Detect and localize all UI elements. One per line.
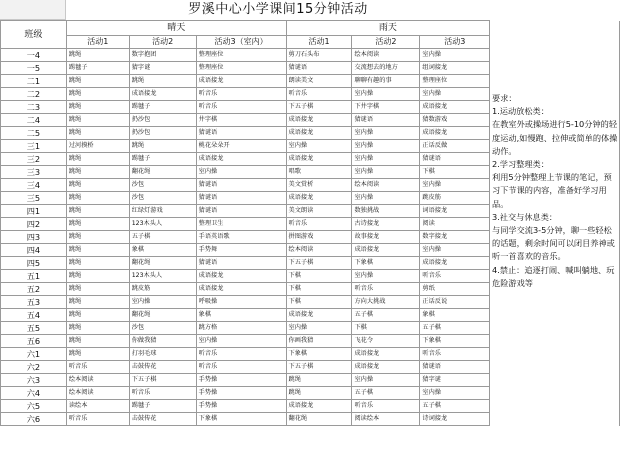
- sunny-activity-cell: 跳绳: [129, 75, 196, 88]
- sunny-activity-cell: 跳绳: [66, 179, 129, 192]
- sunny-activity-cell: 跳绳: [66, 49, 129, 62]
- rainy-activity-cell: 室内操: [352, 127, 420, 140]
- table-row: [1, 296, 620, 309]
- class-cell: 三5: [1, 192, 67, 205]
- sunny-activity-cell: 井字棋: [196, 114, 286, 127]
- class-cell: 二1: [1, 75, 67, 88]
- sunny-activity-cell: 踢毽子: [129, 400, 196, 413]
- rainy-activity-cell: 室内操: [352, 270, 420, 283]
- rainy-activity-cell: 室内操: [352, 140, 420, 153]
- sunny-activity-cell: 成语接龙: [129, 88, 196, 101]
- note-line: 在教室外或操场进行5-10分钟的轻度运动,如慢跑、拉伸或简单的体操动作。: [492, 119, 618, 156]
- sunny-activity-cell: 下象棋: [196, 413, 286, 426]
- rainy-activity-cell: 成语接龙: [286, 127, 352, 140]
- class-cell: 五5: [1, 322, 67, 335]
- rainy-activity-cell: 成语接龙: [420, 101, 490, 114]
- class-cell: 六5: [1, 400, 67, 413]
- rainy-activity-cell: 成语接龙: [286, 114, 352, 127]
- rainy-activity-cell: 五子棋: [420, 400, 490, 413]
- rainy-activity-cell: 成语接龙: [286, 153, 352, 166]
- rainy-activity-cell: 下棋: [286, 270, 352, 283]
- class-cell: 四4: [1, 244, 67, 257]
- rainy-activity-cell: 猜谜语: [420, 153, 490, 166]
- sunny-activity-cell: 跳绳: [66, 231, 129, 244]
- table-row: [1, 374, 620, 387]
- sunny-activity-cell: 跳绳: [66, 218, 129, 231]
- notes-column-cell: [490, 75, 620, 88]
- rainy-activity-cell: 飞花令: [352, 335, 420, 348]
- notes-column-cell: [490, 296, 620, 309]
- sunny-activity-cell: 翻花绳: [129, 309, 196, 322]
- rainy-activity-cell: 绘本阅读: [286, 244, 352, 257]
- sunny-activity-cell: 跳绳: [66, 348, 129, 361]
- note-line: 利用5分钟整理上节课的笔记，预习下节课的内容，准备好学习用品。: [492, 172, 612, 209]
- sunny-activity-cell: 成语接龙: [196, 283, 286, 296]
- sunny-activity-cell: 手势操: [196, 374, 286, 387]
- sunny-activity-cell: 猜谜语: [196, 257, 286, 270]
- class-cell: 三4: [1, 179, 67, 192]
- note-line: 2.学习整理类：: [492, 159, 549, 170]
- sunny-activity-cell: 踢毽子: [129, 153, 196, 166]
- rainy-col-1: 活动1: [286, 36, 352, 49]
- rainy-activity-cell: 成语接龙: [286, 309, 352, 322]
- rainy-activity-cell: 室内操: [420, 49, 490, 62]
- rainy-activity-cell: 成语接龙: [352, 348, 420, 361]
- rainy-activity-cell: 猜谜语: [286, 62, 352, 75]
- class-cell: 一4: [1, 49, 67, 62]
- sunny-activity-cell: 跳绳: [66, 88, 129, 101]
- sunny-activity-cell: 跳绳: [66, 101, 129, 114]
- rainy-activity-cell: 五子棋: [352, 309, 420, 322]
- rainy-activity-cell: 跳绳: [286, 374, 352, 387]
- class-cell: 五1: [1, 270, 67, 283]
- rainy-activity-cell: 五子棋: [420, 322, 490, 335]
- rainy-col-3: 活动3: [420, 36, 490, 49]
- rainy-activity-cell: 美文赏析: [286, 179, 352, 192]
- sunny-activity-cell: 五子棋: [129, 231, 196, 244]
- page-title: 罗溪中心小学课间15分钟活动: [188, 2, 368, 17]
- sunny-activity-cell: 成语接龙: [196, 153, 286, 166]
- sunny-activity-cell: 成语接龙: [196, 270, 286, 283]
- table-row: [1, 348, 620, 361]
- sunny-activity-cell: 听音乐: [66, 413, 129, 426]
- class-cell: 六1: [1, 348, 67, 361]
- sunny-activity-cell: 123木头人: [129, 270, 196, 283]
- rainy-activity-cell: 你画我猜: [286, 335, 352, 348]
- sunny-activity-cell: 下五子棋: [129, 374, 196, 387]
- sunny-activity-cell: 跳绳: [66, 166, 129, 179]
- rainy-activity-cell: 组词接龙: [420, 62, 490, 75]
- class-cell: 五4: [1, 309, 67, 322]
- class-cell: 二2: [1, 88, 67, 101]
- class-cell: 四2: [1, 218, 67, 231]
- rainy-activity-cell: 听音乐: [352, 400, 420, 413]
- note-line: 1.运动放松类：: [492, 106, 549, 117]
- rainy-activity-cell: 美文朗读: [286, 205, 352, 218]
- title-extension: [490, 0, 620, 20]
- rainy-activity-cell: 聊聊有趣的事: [352, 75, 420, 88]
- table-row: [1, 75, 620, 88]
- rainy-activity-cell: 数字接龙: [420, 231, 490, 244]
- rainy-activity-cell: 拼图游戏: [286, 231, 352, 244]
- sunny-activity-cell: 数字抱团: [129, 49, 196, 62]
- notes-column-cell: [490, 413, 620, 426]
- rainy-activity-cell: 交流想去的地方: [352, 62, 420, 75]
- rainy-activity-cell: 猜数游戏: [420, 114, 490, 127]
- sunny-activity-cell: 听音乐: [66, 361, 129, 374]
- rainy-activity-cell: 室内操: [420, 88, 490, 101]
- sunny-activity-cell: 跳绳: [66, 205, 129, 218]
- rainy-activity-cell: 朗读美文: [286, 75, 352, 88]
- sunny-activity-cell: 打羽毛球: [129, 348, 196, 361]
- rainy-activity-cell: 下象棋: [420, 335, 490, 348]
- sunny-activity-cell: 红绿灯游戏: [129, 205, 196, 218]
- table-row: [1, 62, 620, 75]
- sunny-activity-cell: 室内操: [196, 335, 286, 348]
- rainy-activity-cell: 下棋: [286, 296, 352, 309]
- sunny-activity-cell: 手势操: [196, 400, 286, 413]
- rainy-activity-cell: 室内操: [420, 387, 490, 400]
- sunny-activity-cell: 跳绳: [66, 192, 129, 205]
- rainy-activity-cell: 成语接龙: [286, 192, 352, 205]
- rainy-activity-cell: 绘本阅读: [352, 49, 420, 62]
- note-line: 3.社交与休息类：: [492, 211, 558, 222]
- rainy-activity-cell: 室内操: [352, 192, 420, 205]
- class-cell: 五6: [1, 335, 67, 348]
- rainy-activity-cell: 室内操: [420, 179, 490, 192]
- rainy-activity-cell: 室内操: [352, 88, 420, 101]
- sunny-activity-cell: 跳绳: [66, 322, 129, 335]
- rainy-activity-cell: 古诗接龙: [352, 218, 420, 231]
- sunny-activity-cell: 象棋: [129, 244, 196, 257]
- table-row: [1, 49, 620, 62]
- table-row: [1, 413, 620, 426]
- sunny-activity-cell: 踢毽子: [66, 62, 129, 75]
- rainy-activity-cell: 正话反说: [420, 296, 490, 309]
- rainy-activity-cell: 下象棋: [352, 257, 420, 270]
- rainy-activity-cell: 五子棋: [352, 387, 420, 400]
- rainy-activity-cell: 成语接龙: [352, 244, 420, 257]
- rainy-activity-cell: 词语接龙: [420, 205, 490, 218]
- class-cell: 六4: [1, 387, 67, 400]
- sunny-activity-cell: 手势操: [196, 387, 286, 400]
- rainy-activity-cell: 成语接龙: [420, 127, 490, 140]
- sunny-activity-cell: 扔沙包: [129, 114, 196, 127]
- note-line: 要求：: [492, 93, 517, 103]
- rainy-activity-cell: 剪纸: [420, 283, 490, 296]
- sunny-activity-cell: 整理卫生: [196, 218, 286, 231]
- table-row: [1, 400, 620, 413]
- notes-column-cell: [490, 387, 620, 400]
- sunny-activity-cell: 跳绳: [66, 153, 129, 166]
- sunny-activity-cell: 猜字谜: [129, 62, 196, 75]
- rainy-activity-cell: 室内操: [352, 153, 420, 166]
- notes-column-cell: [490, 348, 620, 361]
- notes-header-blank: [490, 21, 620, 49]
- notes-column-cell: [490, 400, 620, 413]
- rainy-activity-cell: 数独挑战: [352, 205, 420, 218]
- sunny-activity-cell: 整理座位: [196, 62, 286, 75]
- class-cell: 二4: [1, 114, 67, 127]
- sunny-activity-cell: 过河摸桥: [66, 140, 129, 153]
- sunny-activity-cell: 跳绳: [66, 244, 129, 257]
- sunny-activity-cell: 跳绳: [66, 114, 129, 127]
- requirements-notes: [492, 92, 618, 290]
- class-cell: 四5: [1, 257, 67, 270]
- rainy-activity-cell: 下井字棋: [352, 101, 420, 114]
- notes-column-cell: [490, 62, 620, 75]
- rainy-activity-cell: 猜字谜: [420, 374, 490, 387]
- rainy-activity-cell: 跳绳: [286, 387, 352, 400]
- sunny-activity-cell: 听音乐: [196, 348, 286, 361]
- sunny-activity-cell: 你做我猜: [129, 335, 196, 348]
- sunny-activity-cell: 桃花朵朵开: [196, 140, 286, 153]
- rainy-activity-cell: 阅读绘本: [352, 413, 420, 426]
- sunny-activity-cell: 跳方格: [196, 322, 286, 335]
- sunny-activity-cell: 猜谜语: [196, 179, 286, 192]
- rainy-activity-cell: 猜谜语: [420, 361, 490, 374]
- rainy-activity-cell: 绘本阅读: [352, 179, 420, 192]
- sunny-activity-cell: 听音乐: [196, 361, 286, 374]
- sunny-activity-cell: 沙包: [129, 322, 196, 335]
- sunny-activity-cell: 跳绳: [66, 296, 129, 309]
- table-row: [1, 309, 620, 322]
- rainy-activity-cell: 听音乐: [420, 348, 490, 361]
- sunny-activity-cell: 整理座位: [196, 49, 286, 62]
- rainy-activity-cell: 下象棋: [286, 348, 352, 361]
- rainy-activity-cell: 室内操: [352, 166, 420, 179]
- sunny-activity-cell: 绘本阅读: [66, 387, 129, 400]
- sunny-activity-cell: 123木头人: [129, 218, 196, 231]
- class-cell: 五3: [1, 296, 67, 309]
- sunny-activity-cell: 跳绳: [66, 309, 129, 322]
- rainy-activity-cell: 整理座位: [420, 75, 490, 88]
- class-cell: 三1: [1, 140, 67, 153]
- sunny-activity-cell: 成语接龙: [196, 75, 286, 88]
- rainy-activity-cell: 听音乐: [286, 218, 352, 231]
- rainy-activity-cell: 下棋: [352, 322, 420, 335]
- sunny-activity-cell: 跳绳: [66, 257, 129, 270]
- rainy-activity-cell: 室内操: [352, 374, 420, 387]
- class-header: 班级: [1, 21, 67, 49]
- notes-column-cell: [490, 322, 620, 335]
- sunny-activity-cell: 手势舞: [196, 244, 286, 257]
- rainy-activity-cell: 室内操: [286, 322, 352, 335]
- sunny-activity-cell: 跳绳: [66, 127, 129, 140]
- sunny-activity-cell: 呼吸操: [196, 296, 286, 309]
- rainy-activity-cell: 故事接龙: [352, 231, 420, 244]
- sunny-activity-cell: 听音乐: [196, 88, 286, 101]
- sunny-activity-cell: 读绘本: [66, 400, 129, 413]
- sheet-corner: [0, 0, 66, 20]
- rainy-col-2: 活动2: [352, 36, 420, 49]
- sunny-activity-cell: 室内操: [129, 296, 196, 309]
- note-line: 4.禁止：追逐打闹、喊叫躺地、玩危险游戏等: [492, 264, 615, 288]
- sunny-activity-cell: 翻花绳: [129, 166, 196, 179]
- class-cell: 四1: [1, 205, 67, 218]
- sunny-activity-cell: 室内操: [196, 166, 286, 179]
- table-row: [1, 335, 620, 348]
- class-cell: 三2: [1, 153, 67, 166]
- sunny-activity-cell: 沙包: [129, 179, 196, 192]
- sunny-activity-cell: 击鼓传花: [129, 361, 196, 374]
- sunny-activity-cell: 沙包: [129, 192, 196, 205]
- table-row: [1, 322, 620, 335]
- class-cell: 一5: [1, 62, 67, 75]
- sunny-activity-cell: 跳绳: [66, 335, 129, 348]
- rainy-activity-cell: 正话反做: [420, 140, 490, 153]
- sunny-activity-cell: 踢毽子: [129, 101, 196, 114]
- rainy-activity-cell: 诗词接龙: [420, 413, 490, 426]
- sunny-col-2: 活动2: [129, 36, 196, 49]
- sunny-activity-cell: 猜谜语: [196, 205, 286, 218]
- rainy-activity-cell: 象棋: [420, 309, 490, 322]
- class-cell: 二3: [1, 101, 67, 114]
- table-row: [1, 387, 620, 400]
- rainy-activity-cell: 室内操: [420, 244, 490, 257]
- sunny-activity-cell: 跳绳: [66, 270, 129, 283]
- notes-column-cell: [490, 335, 620, 348]
- notes-column-cell: [490, 361, 620, 374]
- sunny-activity-cell: 翻花绳: [129, 257, 196, 270]
- rainy-activity-cell: 唱歌: [286, 166, 352, 179]
- class-cell: 六3: [1, 374, 67, 387]
- class-cell: 二5: [1, 127, 67, 140]
- rainy-activity-cell: 听音乐: [420, 270, 490, 283]
- sunny-activity-cell: 击鼓传花: [129, 413, 196, 426]
- sunny-activity-cell: 听音乐: [196, 101, 286, 114]
- class-cell: 四3: [1, 231, 67, 244]
- class-cell: 三3: [1, 166, 67, 179]
- sunny-activity-cell: 手语英语歌: [196, 231, 286, 244]
- rainy-activity-cell: 阅读: [420, 218, 490, 231]
- rainy-activity-cell: 成语接龙: [286, 400, 352, 413]
- sunny-activity-cell: 绘本阅读: [66, 374, 129, 387]
- notes-column-cell: [490, 374, 620, 387]
- rainy-activity-cell: 下五子棋: [286, 257, 352, 270]
- season-header-row: [1, 21, 620, 36]
- rainy-activity-cell: 下五子棋: [286, 101, 352, 114]
- sunny-activity-cell: 猜谜语: [196, 127, 286, 140]
- class-cell: 六6: [1, 413, 67, 426]
- sunny-activity-cell: 跳绳: [66, 75, 129, 88]
- class-cell: 五2: [1, 283, 67, 296]
- sunny-activity-cell: 跳绳: [129, 140, 196, 153]
- sunny-activity-cell: 猜谜语: [196, 192, 286, 205]
- rainy-activity-cell: 听音乐: [286, 88, 352, 101]
- sunny-col-1: 活动1: [66, 36, 129, 49]
- sunny-header: 晴天: [66, 21, 286, 36]
- rainy-activity-cell: 剪刀石头布: [286, 49, 352, 62]
- rainy-activity-cell: 成语接龙: [352, 361, 420, 374]
- sunny-activity-cell: 象棋: [196, 309, 286, 322]
- note-line: 与同学交流3-5分钟，聊一些轻松的话题，剩余时间可以闭目养神或听一首喜欢的音乐。: [492, 225, 615, 262]
- rainy-activity-cell: 听音乐: [352, 283, 420, 296]
- sunny-activity-cell: 扔沙包: [129, 127, 196, 140]
- class-cell: 六2: [1, 361, 67, 374]
- rainy-activity-cell: 下五子棋: [286, 361, 352, 374]
- notes-column-cell: [490, 309, 620, 322]
- rainy-activity-cell: 猜谜语: [352, 114, 420, 127]
- rainy-activity-cell: 成语接龙: [420, 257, 490, 270]
- sunny-activity-cell: 跳绳: [66, 283, 129, 296]
- notes-column-cell: [490, 49, 620, 62]
- rainy-activity-cell: 翻花绳: [286, 413, 352, 426]
- sunny-activity-cell: 跳皮筋: [129, 283, 196, 296]
- rainy-activity-cell: 室内操: [286, 140, 352, 153]
- table-row: [1, 361, 620, 374]
- rainy-activity-cell: 方向大挑战: [352, 296, 420, 309]
- sunny-activity-cell: 听音乐: [129, 387, 196, 400]
- rainy-activity-cell: 下棋: [420, 166, 490, 179]
- rainy-activity-cell: 跳皮筋: [420, 192, 490, 205]
- rainy-activity-cell: 下棋: [286, 283, 352, 296]
- rainy-header: 雨天: [286, 21, 490, 36]
- sunny-col-3: 活动3（室内）: [196, 36, 286, 49]
